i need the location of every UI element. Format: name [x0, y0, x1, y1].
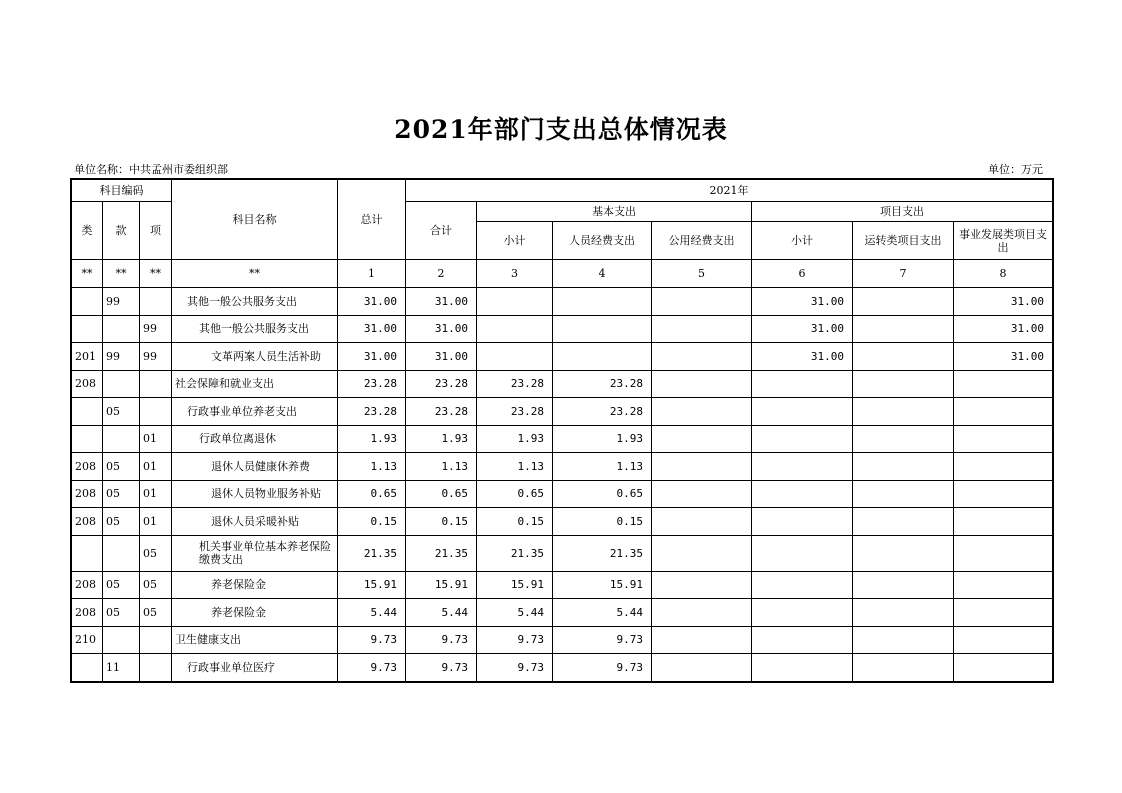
- subject-name: 养老保险金: [172, 599, 338, 627]
- amount-cell: [853, 654, 954, 682]
- code-kuan: [103, 535, 140, 571]
- header-project-subtotal: 小计: [752, 222, 853, 260]
- header-total: 总计: [338, 180, 406, 260]
- amount-cell: 31.00: [954, 315, 1053, 343]
- subject-name: 养老保险金: [172, 571, 338, 599]
- header-operational: 运转类项目支出: [853, 222, 954, 260]
- amount-cell: [477, 288, 553, 316]
- code-lei: [72, 535, 103, 571]
- amount-cell: [853, 425, 954, 453]
- expenditure-table: [71, 179, 1053, 682]
- header-xiang: 项: [140, 202, 172, 260]
- amount-cell: 15.91: [553, 571, 652, 599]
- amount-cell: 0.65: [406, 480, 477, 508]
- code-lei: 208: [72, 370, 103, 398]
- amount-cell: [652, 425, 752, 453]
- code-kuan: [103, 370, 140, 398]
- amount-cell: [752, 370, 853, 398]
- amount-cell: 9.73: [553, 654, 652, 682]
- header-subject-code: 科目编码: [72, 180, 172, 202]
- amount-cell: 1.13: [553, 453, 652, 481]
- subject-name: 退休人员健康休养费: [172, 453, 338, 481]
- table-row: [72, 288, 1053, 316]
- amount-cell: [853, 315, 954, 343]
- code-lei: [72, 398, 103, 426]
- amount-cell: 31.00: [752, 343, 853, 371]
- amount-cell: 31.00: [338, 315, 406, 343]
- amount-cell: [652, 599, 752, 627]
- header-year: 2021年: [406, 180, 1053, 202]
- amount-cell: [752, 508, 853, 536]
- column-marker: **: [103, 260, 140, 288]
- amount-cell: 5.44: [477, 599, 553, 627]
- amount-cell: 15.91: [406, 571, 477, 599]
- table-row: [72, 453, 1053, 481]
- amount-cell: 23.28: [338, 370, 406, 398]
- amount-cell: [652, 370, 752, 398]
- amount-cell: 23.28: [553, 398, 652, 426]
- code-xiang: [140, 370, 172, 398]
- column-marker: **: [72, 260, 103, 288]
- header-lei: 类: [72, 202, 103, 260]
- amount-cell: [652, 480, 752, 508]
- amount-cell: [853, 343, 954, 371]
- code-kuan: [103, 315, 140, 343]
- code-xiang: 99: [140, 343, 172, 371]
- subject-name: 机关事业单位基本养老保险缴费支出: [172, 535, 338, 571]
- code-lei: 201: [72, 343, 103, 371]
- column-marker: 6: [752, 260, 853, 288]
- amount-cell: 0.65: [553, 480, 652, 508]
- code-xiang: 05: [140, 599, 172, 627]
- code-kuan: 05: [103, 480, 140, 508]
- amount-cell: [652, 398, 752, 426]
- code-kuan: 05: [103, 508, 140, 536]
- table-row: [72, 654, 1053, 682]
- amount-cell: 31.00: [752, 315, 853, 343]
- amount-cell: 31.00: [406, 315, 477, 343]
- column-marker: 7: [853, 260, 954, 288]
- table-row: [72, 535, 1053, 571]
- code-kuan: [103, 626, 140, 654]
- amount-cell: [553, 315, 652, 343]
- amount-cell: [652, 343, 752, 371]
- amount-cell: 23.28: [477, 370, 553, 398]
- amount-cell: 31.00: [338, 343, 406, 371]
- code-xiang: [140, 398, 172, 426]
- column-marker: 2: [406, 260, 477, 288]
- amount-cell: 31.00: [338, 288, 406, 316]
- subject-name: 社会保障和就业支出: [172, 370, 338, 398]
- amount-cell: 5.44: [553, 599, 652, 627]
- amount-cell: [853, 508, 954, 536]
- header-development: 事业发展类项目支出: [954, 222, 1053, 260]
- amount-cell: 0.15: [406, 508, 477, 536]
- amount-cell: 0.65: [338, 480, 406, 508]
- table-row: [72, 370, 1053, 398]
- subject-name: 退休人员采暖补贴: [172, 508, 338, 536]
- subject-name: 行政事业单位医疗: [172, 654, 338, 682]
- amount-cell: [752, 535, 853, 571]
- amount-cell: [954, 571, 1053, 599]
- amount-cell: [553, 343, 652, 371]
- amount-cell: [853, 398, 954, 426]
- amount-cell: 9.73: [338, 626, 406, 654]
- amount-cell: 9.73: [477, 654, 553, 682]
- subject-name: 行政单位离退休: [172, 425, 338, 453]
- subject-name: 退休人员物业服务补贴: [172, 480, 338, 508]
- amount-cell: [752, 425, 853, 453]
- amount-cell: [652, 654, 752, 682]
- amount-cell: [752, 398, 853, 426]
- amount-cell: [954, 453, 1053, 481]
- code-xiang: 99: [140, 315, 172, 343]
- amount-cell: [954, 626, 1053, 654]
- amount-cell: 31.00: [954, 288, 1053, 316]
- amount-cell: [954, 599, 1053, 627]
- header-kuan: 款: [103, 202, 140, 260]
- subject-name: 卫生健康支出: [172, 626, 338, 654]
- code-xiang: 05: [140, 571, 172, 599]
- code-lei: 210: [72, 626, 103, 654]
- amount-cell: 21.35: [338, 535, 406, 571]
- code-xiang: [140, 654, 172, 682]
- amount-cell: 1.93: [477, 425, 553, 453]
- amount-cell: [652, 453, 752, 481]
- subject-name: 其他一般公共服务支出: [172, 288, 338, 316]
- code-lei: [72, 654, 103, 682]
- code-lei: 208: [72, 571, 103, 599]
- amount-cell: [954, 398, 1053, 426]
- column-marker: 3: [477, 260, 553, 288]
- code-kuan: 11: [103, 654, 140, 682]
- amount-cell: [853, 626, 954, 654]
- amount-cell: [752, 571, 853, 599]
- amount-cell: [477, 315, 553, 343]
- amount-cell: 21.35: [553, 535, 652, 571]
- code-xiang: 01: [140, 480, 172, 508]
- subject-name: 文革两案人员生活补助: [172, 343, 338, 371]
- table-row: [72, 425, 1053, 453]
- header-personnel: 人员经费支出: [553, 222, 652, 260]
- column-marker: 5: [652, 260, 752, 288]
- amount-cell: 0.15: [338, 508, 406, 536]
- amount-cell: [853, 370, 954, 398]
- amount-cell: 23.28: [406, 398, 477, 426]
- unit-label: 单位：万元: [988, 163, 1043, 176]
- table-row: [72, 315, 1053, 343]
- amount-cell: [853, 480, 954, 508]
- amount-cell: 15.91: [338, 571, 406, 599]
- amount-cell: 31.00: [406, 288, 477, 316]
- amount-cell: [954, 535, 1053, 571]
- code-kuan: 99: [103, 288, 140, 316]
- amount-cell: [954, 370, 1053, 398]
- amount-cell: 21.35: [406, 535, 477, 571]
- amount-cell: 23.28: [338, 398, 406, 426]
- amount-cell: 9.73: [338, 654, 406, 682]
- amount-cell: 5.44: [338, 599, 406, 627]
- amount-cell: 0.65: [477, 480, 553, 508]
- amount-cell: 23.28: [477, 398, 553, 426]
- amount-cell: 23.28: [553, 370, 652, 398]
- amount-cell: [652, 508, 752, 536]
- subject-name: 其他一般公共服务支出: [172, 315, 338, 343]
- amount-cell: 23.28: [406, 370, 477, 398]
- amount-cell: [752, 480, 853, 508]
- amount-cell: [853, 288, 954, 316]
- code-lei: 208: [72, 599, 103, 627]
- code-kuan: 05: [103, 398, 140, 426]
- amount-cell: 9.73: [477, 626, 553, 654]
- code-xiang: 05: [140, 535, 172, 571]
- code-kuan: 05: [103, 571, 140, 599]
- code-lei: 208: [72, 480, 103, 508]
- table-row: [72, 626, 1053, 654]
- amount-cell: [652, 315, 752, 343]
- amount-cell: [652, 626, 752, 654]
- amount-cell: 1.93: [553, 425, 652, 453]
- code-kuan: 05: [103, 453, 140, 481]
- subject-name: 行政事业单位养老支出: [172, 398, 338, 426]
- amount-cell: 9.73: [406, 626, 477, 654]
- header-subject-name: 科目名称: [172, 180, 338, 260]
- amount-cell: [652, 535, 752, 571]
- amount-cell: 31.00: [752, 288, 853, 316]
- amount-cell: 9.73: [553, 626, 652, 654]
- unit-name: 单位名称：中共孟州市委组织部: [74, 163, 228, 176]
- amount-cell: 21.35: [477, 535, 553, 571]
- code-xiang: [140, 288, 172, 316]
- amount-cell: 1.13: [477, 453, 553, 481]
- amount-cell: 0.15: [477, 508, 553, 536]
- amount-cell: [752, 453, 853, 481]
- header-basic-subtotal: 小计: [477, 222, 553, 260]
- amount-cell: [853, 571, 954, 599]
- code-xiang: 01: [140, 453, 172, 481]
- code-lei: [72, 425, 103, 453]
- amount-cell: [954, 508, 1053, 536]
- code-kuan: [103, 425, 140, 453]
- table-row: [72, 508, 1053, 536]
- amount-cell: 0.15: [553, 508, 652, 536]
- amount-cell: [553, 288, 652, 316]
- code-kuan: 99: [103, 343, 140, 371]
- amount-cell: [652, 571, 752, 599]
- column-marker: **: [172, 260, 338, 288]
- table-row: [72, 398, 1053, 426]
- amount-cell: [752, 599, 853, 627]
- column-marker: 8: [954, 260, 1053, 288]
- page-title: 2021年部门支出总体情况表: [394, 115, 728, 144]
- header-basic: 基本支出: [477, 202, 752, 222]
- amount-cell: [954, 654, 1053, 682]
- column-marker: 1: [338, 260, 406, 288]
- amount-cell: [954, 480, 1053, 508]
- amount-cell: 1.13: [406, 453, 477, 481]
- amount-cell: 1.93: [406, 425, 477, 453]
- header-sum: 合计: [406, 202, 477, 260]
- amount-cell: 31.00: [406, 343, 477, 371]
- amount-cell: 1.13: [338, 453, 406, 481]
- column-marker: 4: [553, 260, 652, 288]
- code-lei: 208: [72, 508, 103, 536]
- column-marker: **: [140, 260, 172, 288]
- table-row: [72, 343, 1053, 371]
- amount-cell: 15.91: [477, 571, 553, 599]
- code-xiang: [140, 626, 172, 654]
- table-row: [72, 599, 1053, 627]
- header-public: 公用经费支出: [652, 222, 752, 260]
- amount-cell: 5.44: [406, 599, 477, 627]
- amount-cell: [752, 654, 853, 682]
- amount-cell: 9.73: [406, 654, 477, 682]
- amount-cell: [652, 288, 752, 316]
- amount-cell: 1.93: [338, 425, 406, 453]
- amount-cell: [853, 599, 954, 627]
- amount-cell: [752, 626, 853, 654]
- code-xiang: 01: [140, 425, 172, 453]
- code-xiang: 01: [140, 508, 172, 536]
- code-lei: [72, 288, 103, 316]
- code-lei: 208: [72, 453, 103, 481]
- header-project: 项目支出: [752, 202, 1053, 222]
- table-row: [72, 571, 1053, 599]
- code-lei: [72, 315, 103, 343]
- amount-cell: [954, 425, 1053, 453]
- code-kuan: 05: [103, 599, 140, 627]
- amount-cell: [853, 453, 954, 481]
- amount-cell: [853, 535, 954, 571]
- amount-cell: 31.00: [954, 343, 1053, 371]
- amount-cell: [477, 343, 553, 371]
- table-row: [72, 480, 1053, 508]
